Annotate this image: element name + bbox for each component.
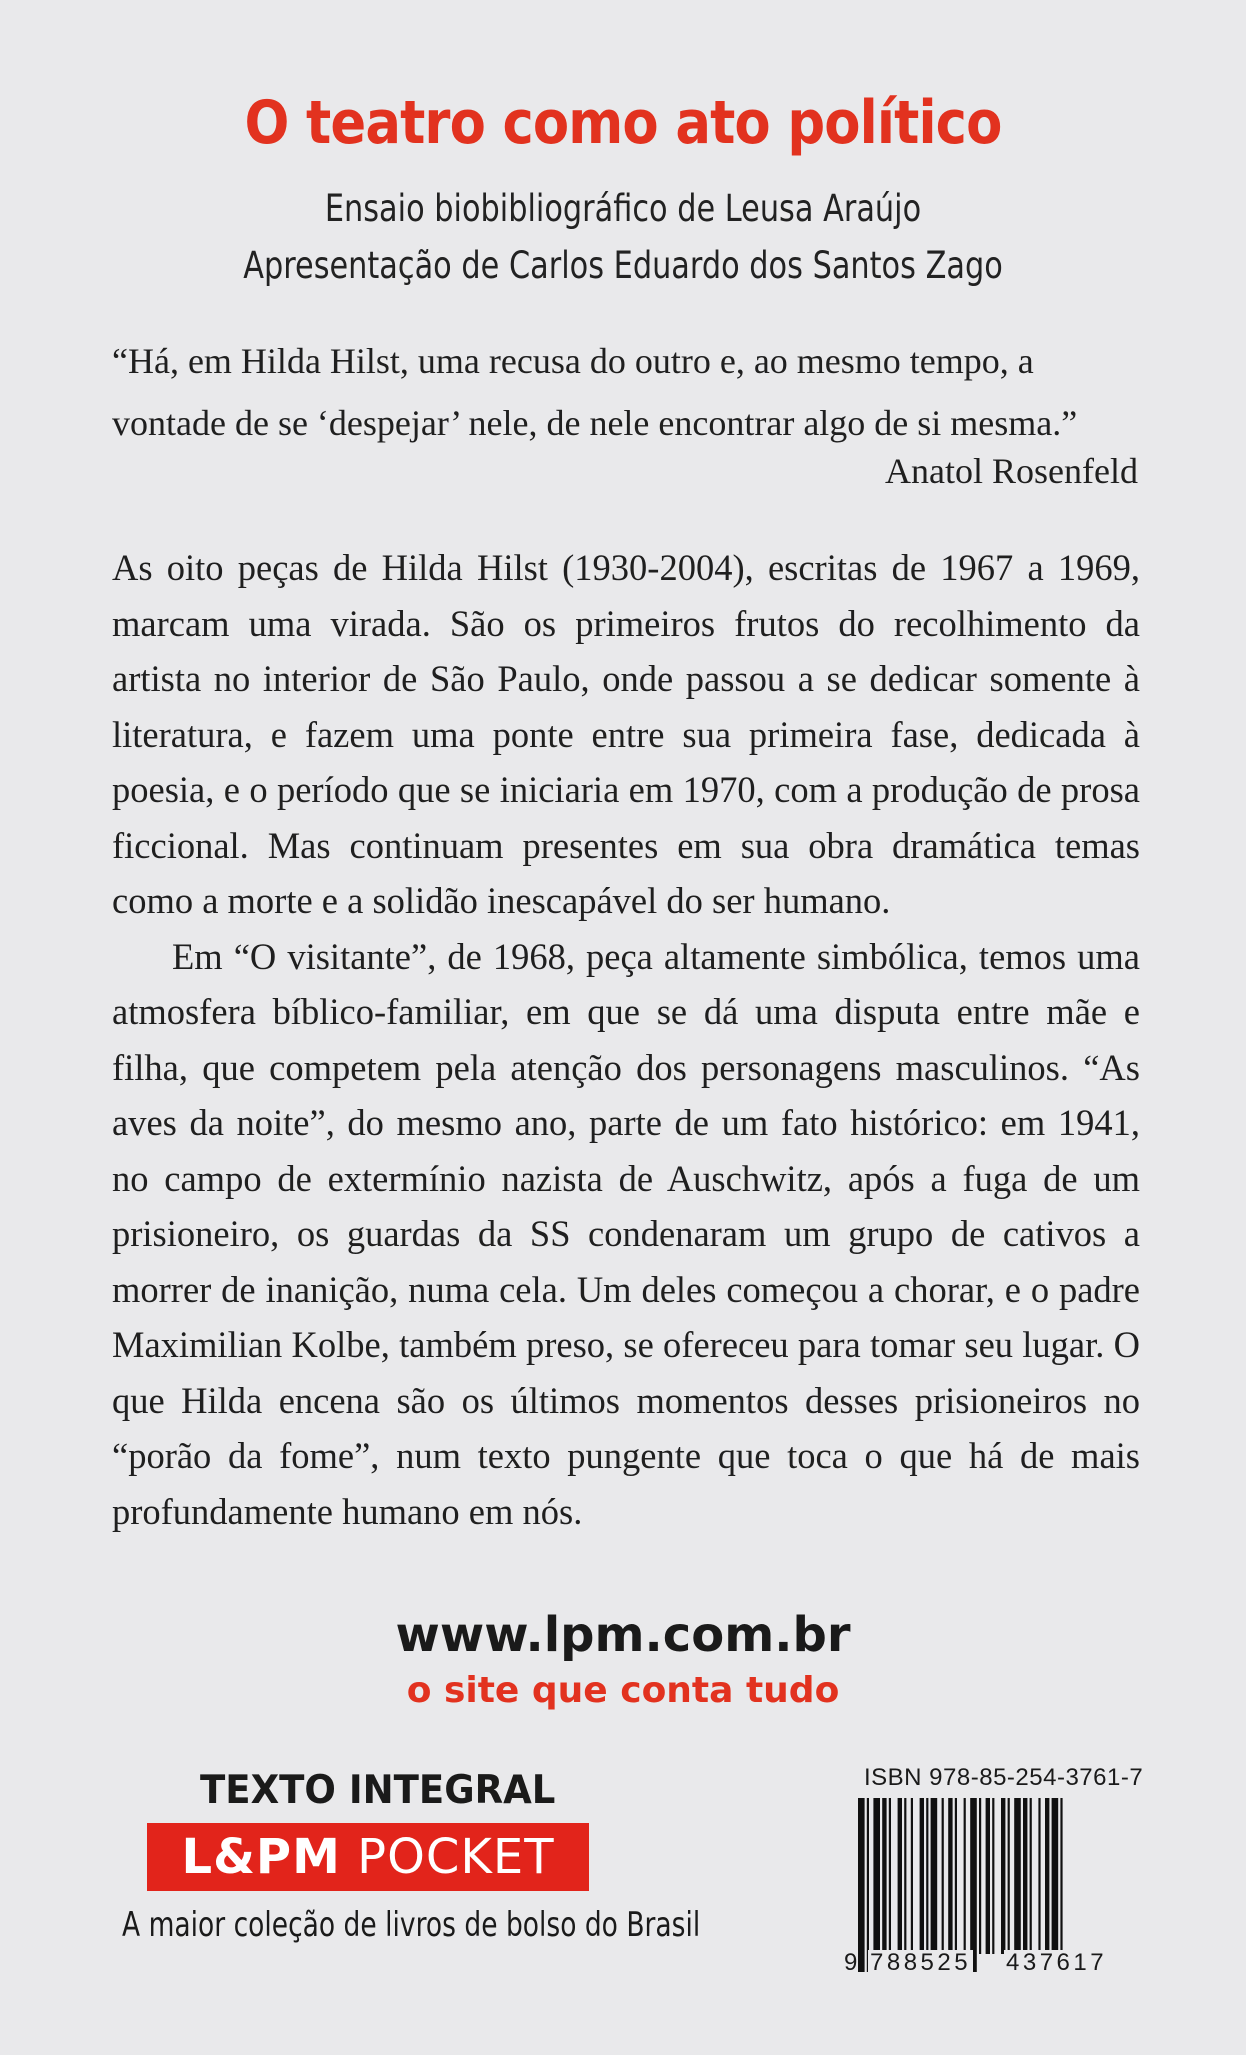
epigraph-quote: “Há, em Hilda Hilst, uma recusa do outro e, ao mesmo tempo, a vontade de se ‘despejar’ nele, de nele encontrar algo de si mesma.”: [112, 341, 1078, 443]
synopsis: [112, 540, 1140, 1539]
synopsis-paragraph: As oito peças de Hilda Hilst (1930-2004), escritas de 1967 a 1969, marcam uma virada. São os primeiros frutos do recolhimento da artista no interior de São Paulo, onde passou a se dedicar somente à literatura, e fazem uma ponte entre sua primeira fase, dedicada à poesia, e o período que se iniciaria em 1970, com a produção de prosa ficcional. Mas continuam presentes em sua obra dramática temas como a morte e a solidão inescapável do ser humano.: [112, 547, 1140, 921]
publisher-logo: [147, 1823, 589, 1891]
barcode-digits-left: 788525: [870, 1949, 972, 1976]
publisher-series: POCKET: [357, 1829, 555, 1885]
isbn-label: ISBN 978-85-254-3761-7: [864, 1764, 1144, 1791]
synopsis-paragraph: Em “O visitante”, de 1968, peça altamente simbólica, temos uma atmosfera bíblico-familiar, em que se dá uma disputa entre mãe e filha, que competem pela atenção dos personagens masculinos. “As aves da noite”, do mesmo ano, parte de um fato histórico: em 1941, no campo de extermínio nazista de Auschwitz, após a fuga de um prisioneiro, os guardas da SS condenaram um grupo de cativos a morrer de inanição, numa cela. Um deles começou a chorar, e o padre Maximilian Kolbe, também preso, se ofereceu para tomar seu lugar. O que Hilda encena são os últimos momentos desses prisioneiros no “porão da fome”, num texto pungente que toca o que há de mais profundamente humano em nós.: [112, 935, 1140, 1532]
publisher-brand: L&PM: [181, 1829, 341, 1885]
publisher-tagline: A maior coleção de livros de bolso do Brasil: [122, 1905, 701, 1945]
essay-credit: Ensaio biobibliográfico de Leusa Araújo: [324, 187, 922, 230]
presentation-credit: Apresentação de Carlos Eduardo dos Santos Zago: [243, 244, 1003, 287]
barcode-digits-right: 437617: [1006, 1949, 1108, 1976]
website-slogan: o site que conta tudo: [406, 1670, 840, 1711]
book-title: O teatro como ato político: [244, 88, 1002, 158]
barcode-digit-first: 9: [844, 1949, 858, 1976]
edition-label: TEXTO INTEGRAL: [200, 1768, 556, 1813]
barcode-icon: [842, 1798, 1142, 1972]
epigraph-author: Anatol Rosenfeld: [885, 451, 1138, 491]
website-url: www.lpm.com.br: [395, 1607, 851, 1663]
